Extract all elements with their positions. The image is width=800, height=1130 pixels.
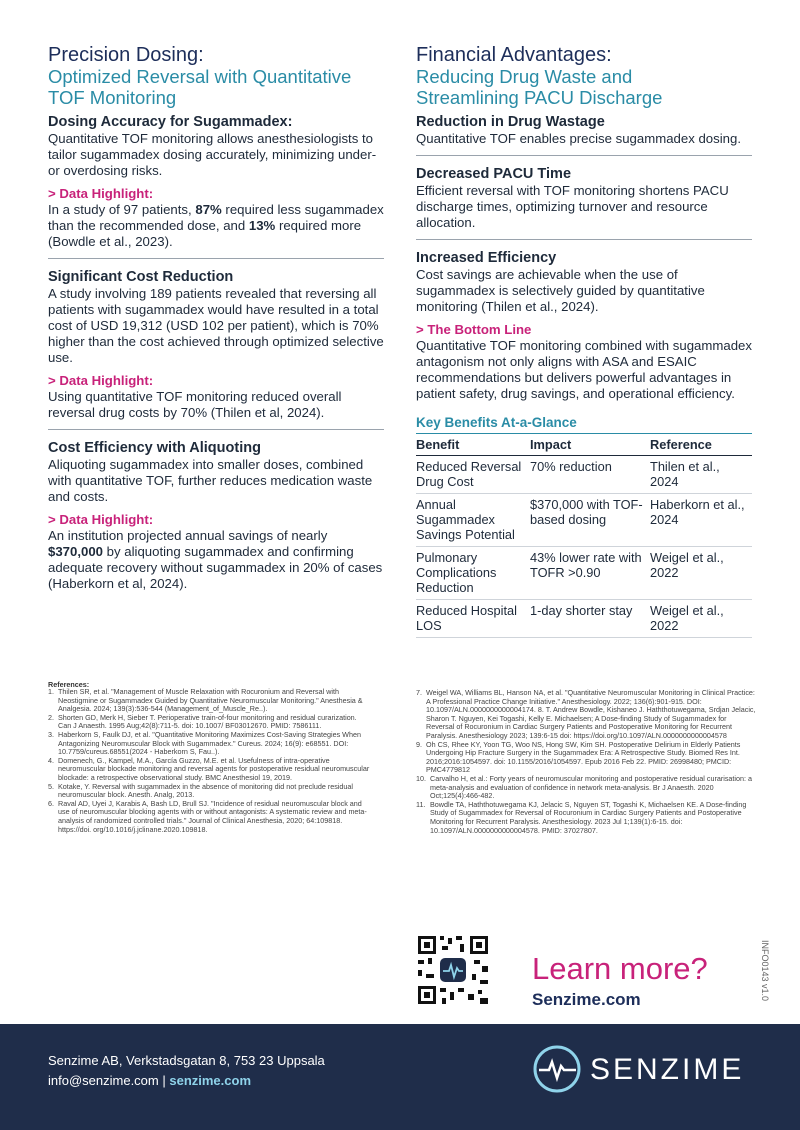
right-title: Financial Advantages:	[416, 44, 612, 66]
table-cell: Haberkorn et al., 2024	[650, 494, 752, 547]
table-row	[416, 456, 752, 494]
table-row	[416, 494, 752, 547]
right-subtitle-line-2: Streamlining PACU Discharge	[416, 87, 663, 108]
left-title: Precision Dosing:	[48, 44, 204, 66]
right-subtitle	[416, 66, 752, 108]
footer-website-link[interactable]: senzime.com	[169, 1073, 252, 1088]
references-list-right	[416, 689, 756, 835]
divider	[416, 239, 752, 240]
cost-reduction-body: A study involving 189 patients revealed that reversing all patients with sugammadex would have resulted in a total cost of USD 19,312 (USD 102 per patient), which is 70% higher than the cost achieved through optimized selective use.	[48, 286, 384, 365]
table-header-row	[416, 434, 752, 456]
aliquoting-heading: Cost Efficiency with Aliquoting	[48, 440, 261, 456]
table-cell: Reduced Hospital LOS	[416, 600, 530, 638]
footer-address: Senzime AB, Verkstadsgatan 8, 753 23 Uppsala	[48, 1053, 325, 1068]
table-header-reference: Reference	[650, 434, 752, 456]
data-highlight-label-1: > Data Highlight:	[48, 186, 154, 201]
pacu-time-body: Efficient reversal with TOF monitoring shortens PACU discharge times, optimizing turnover and resource allocation.	[416, 183, 729, 230]
cost-reduction-heading: Significant Cost Reduction	[48, 269, 234, 285]
table-header-impact: Impact	[530, 434, 650, 456]
efficiency-body: Cost savings are achievable when the use of sugammadex is selectively guided by quantitative monitoring (Thilen et al., 2024).	[416, 267, 705, 314]
left-subtitle	[48, 66, 384, 108]
drug-wastage-body: Quantitative TOF enables precise sugammadex dosing.	[416, 131, 741, 146]
data-highlight-body-3: An institution projected annual savings of nearly $370,000 by aliquoting sugammadex and confirming adequate recovery without sugammadex in 20% of cases (Haberkorn et al, 2024).	[48, 528, 383, 591]
data-highlight-body-1: In a study of 97 patients, 87% required less sugammadex than the recommended dose, and 13% required more (Bowdle et al., 2023).	[48, 202, 384, 249]
bottom-line-body: Quantitative TOF monitoring combined with sugammadex antagonism not only aligns with ASA and ESAIC recommendations but delivers powerful advantages in patient safety, drug savings, and operational efficiency.	[416, 338, 752, 401]
table-row	[416, 600, 752, 638]
senzime-logo-icon	[532, 1044, 584, 1094]
reference-item: 11. Bowdle TA, Haththotuwegama KJ, Jelacic S, Nguyen ST, Togashi K, Michaelsen KE. A Dose-finding Study of Sugammadex for Reversal of Rocuronium in Cardiac Surgery Patients and Postoperative Monitoring for Recurrent Paralysis. Anesthesiology. 2023 Jul 1;139(1):6-15. doi: 10.1097/ALN.0000000000004578. PMID: 37027807.	[416, 799, 747, 835]
qr-code-icon[interactable]	[416, 934, 490, 1006]
dosing-accuracy-heading: Dosing Accuracy for Sugammadex:	[48, 114, 293, 130]
divider	[416, 155, 752, 156]
pacu-time-heading: Decreased PACU Time	[416, 166, 572, 182]
aliquoting-body: Aliquoting sugammadex into smaller doses, combined with quantitative TOF, further reduces medication waste and costs.	[48, 457, 373, 504]
data-highlight-label-2: > Data Highlight:	[48, 373, 154, 388]
table-header-benefit: Benefit	[416, 434, 530, 456]
document-code: INFO0143 v1.0	[760, 940, 770, 1002]
left-subtitle-line-1: Optimized Reversal with Quantitative	[48, 66, 352, 87]
dosing-accuracy-body: Quantitative TOF monitoring allows anesthesiologists to tailor sugammadex dosing accurately, minimizing under- or overdosing risks.	[48, 131, 377, 178]
logo-wordmark: SENZIME	[590, 1053, 745, 1086]
table-cell: Reduced Reversal Drug Cost	[416, 456, 530, 494]
bottom-line-label: > The Bottom Line	[416, 322, 532, 337]
divider	[48, 258, 384, 259]
table-cell: Weigel et al., 2022	[650, 600, 752, 638]
efficiency-heading: Increased Efficiency	[416, 250, 557, 266]
left-subtitle-line-2: TOF Monitoring	[48, 87, 177, 108]
right-column	[416, 44, 752, 638]
data-highlight-label-3: > Data Highlight:	[48, 512, 154, 527]
reference-item: 10. Carvalho H, et al.: Forty years of neuromuscular monitoring and postoperative residual curarisation: a meta-analysis and evaluation of confidence in network meta-analysis. Br J Anaesth. 2020 Oct;125(4):466-482.	[416, 773, 752, 801]
learn-more-text: Learn more?	[532, 951, 708, 986]
reference-item: 6. Raval AD, Uyei J, Karabis A, Bash LD, Brull SJ. "Incidence of residual neuromuscular block and use of neuromuscular blocking agents with or without antagonists: A systematic review and meta-analysis of randomized controlled trials." Journal of Clinical Anesthesia, 2020; 64:109818. https://doi. org/10.1016/j.jclinane.2020.109818.	[48, 798, 367, 834]
reference-item: 4. Domenech, G., Kampel, M.A., García Guzzo, M.E. et al. Usefulness of intra-operative neuromuscular blockade monitoring and reversal agents for postoperative residual neuromuscular blockade: a retrospective observational study. BMC Anesthesiol 19, 2019.	[48, 755, 370, 782]
reference-item: 2. Shorten GD, Merk H, Sieber T. Perioperative train-of-four monitoring and residual curarization. Can J Anaesth. 1995 Aug;42(8):711-5. doi: 10.1007/ BF03012670. PMID: 7586111.	[48, 712, 357, 731]
table-cell: 1-day shorter stay	[530, 600, 650, 638]
left-column	[48, 44, 384, 592]
table-cell: 43% lower rate with TOFR >0.90	[530, 547, 650, 600]
reference-item: 7. Weigel WA, Williams BL, Hanson NA, et al. "Quantitative Neuromuscular Monitoring in Clinical Practice: A Professional Practice Change Initiative." Anesthesiology. 2022; 136(6):901-915. DOI: 10.1097/ALN.0000000000004174. 8. T. Andrew Bowdle, Kishaneo J. Haththotuwegama, Srdjan Jelacic, Sharon T. Nguyen, Kei Togashi, Kelly E. Michaelsen; A Dose-finding Study of Sugammadex for Reversal of Rocuronium in Cardiac Surgery Patients and Postoperative Monitoring for Recurrent Paralysis. Anesthesiology 2023; 139:6-15 doi: https://doi.org/10.1097/ALN.0000000000004578	[416, 688, 756, 740]
key-benefits-title: Key Benefits At-a-Glance	[416, 415, 752, 434]
reference-item: 9. Oh CS, Rhee KY, Yoon TG, Woo NS, Hong SW, Kim SH. Postoperative Delirium in Elderly Patients Undergoing Hip Fracture Surgery in the Sugammadex Era: A Retrospective Study. Biomed Res Int. 2016;2016:1054597. doi: 10.1155/2016/1054597. Epub 2016 Feb 22. PMID: 26998480; PMCID: PMC4779812	[416, 739, 741, 775]
reference-item: 3. Haberkorn S, Faulk DJ, et al. "Quantitative Monitoring Maximizes Cost-Saving Strategies When Antagonizing Neuromuscular Block with Sugammadex." Cureus. 2024; 16(9): e68551. DOI: 10.7759/cureus.68551(2024 - Haberkorn S, Fau..).	[48, 729, 361, 757]
references-list-left	[48, 688, 370, 834]
website-link[interactable]: Senzime.com	[532, 990, 641, 1009]
drug-wastage-heading: Reduction in Drug Wastage	[416, 114, 605, 130]
table-cell: Pulmonary Complications Reduction	[416, 547, 530, 600]
footer-contact-line: info@senzime.com | senzime.com	[48, 1073, 252, 1088]
senzime-logo	[532, 1044, 754, 1094]
table-cell: Annual Sugammadex Savings Potential	[416, 494, 530, 547]
key-benefits-table	[416, 434, 752, 638]
footer-email[interactable]: info@senzime.com	[48, 1073, 159, 1088]
table-cell: $370,000 with TOF-based dosing	[530, 494, 650, 547]
footer	[0, 1024, 800, 1130]
references-title: References:	[48, 680, 90, 689]
divider	[48, 429, 384, 430]
right-subtitle-line-1: Reducing Drug Waste and	[416, 66, 633, 87]
table-cell: 70% reduction	[530, 456, 650, 494]
reference-item: 5. Kotake, Y. Reversal with sugammadex in the absence of monitoring did not preclude residual neuromuscular block. Anesth. Analg, 2013.	[48, 781, 353, 800]
reference-item: 1. Thilen SR, et al. "Management of Muscle Relaxation with Rocuronium and Reversal with Neostigmine or Sugammadex Guided by Quantitative Neuromuscular Monitoring." Anesthesia & Analgesia. 2024; 139(3):536-544 (Management_of_Muscle_Re..).	[48, 687, 363, 714]
table-cell: Thilen et al., 2024	[650, 456, 752, 494]
footer-contact	[48, 1051, 325, 1091]
table-cell: Weigel et al., 2022	[650, 547, 752, 600]
table-row	[416, 547, 752, 600]
data-highlight-body-2: Using quantitative TOF monitoring reduced overall reversal drug costs by 70% (Thilen et al, 2024).	[48, 389, 342, 420]
